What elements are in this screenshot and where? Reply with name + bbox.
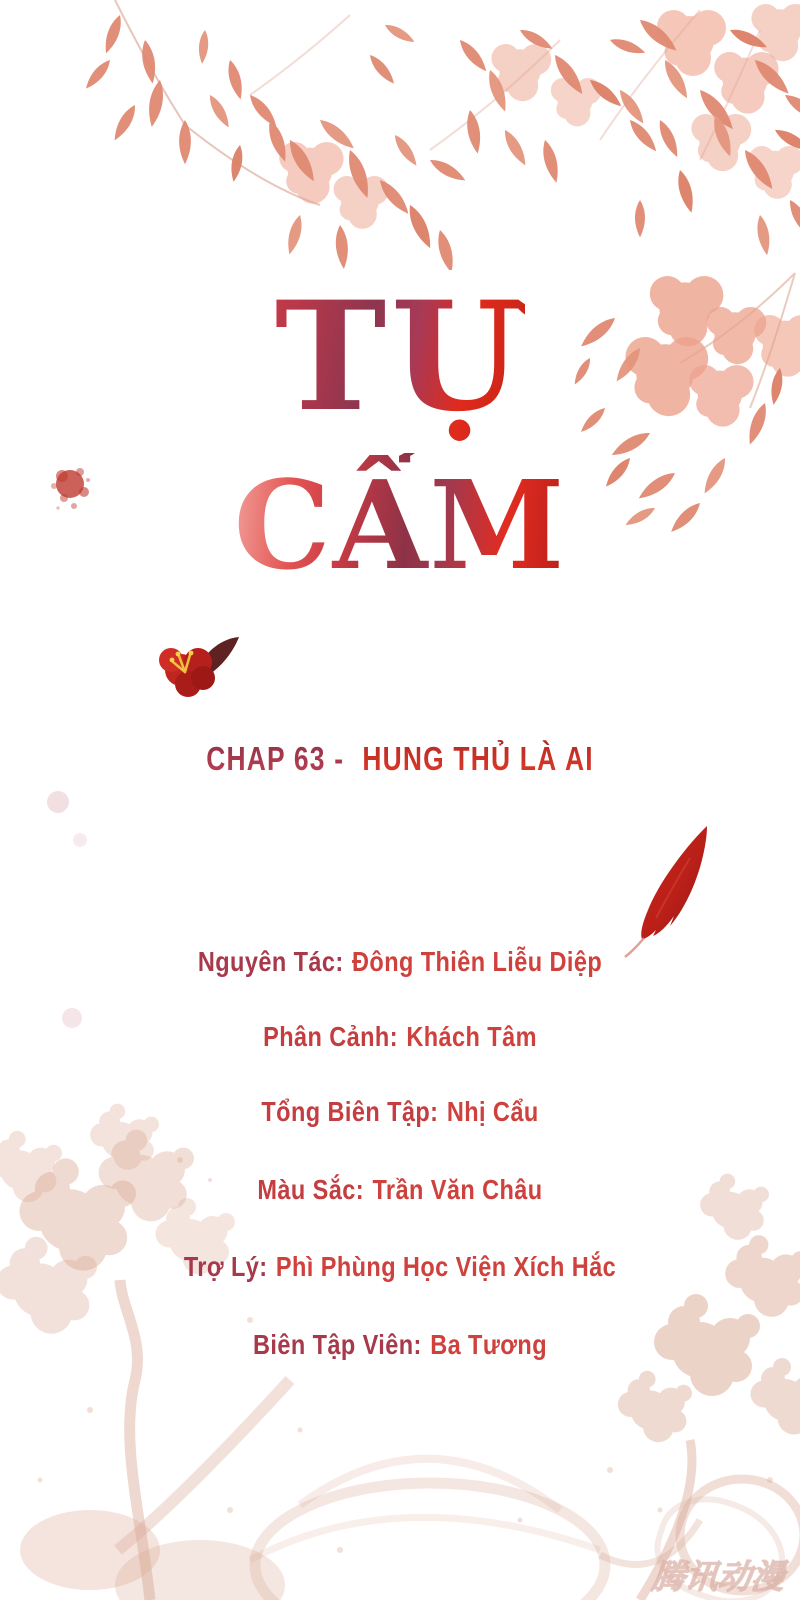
credit-editor xyxy=(64,1329,736,1361)
credit-name: Khách Tâm xyxy=(406,1021,537,1052)
red-flower-art xyxy=(143,622,243,707)
top-foliage-art xyxy=(0,0,800,270)
red-feather-art xyxy=(612,818,722,958)
credit-label: Biên Tập Viên: xyxy=(252,1329,422,1360)
credit-label: Tổng Biên Tập: xyxy=(261,1096,439,1127)
credit-label: Nguyên Tác: xyxy=(197,946,344,977)
publish-url: playerduo.com/kimmina xyxy=(286,1472,707,1511)
publish-label: ĐĂNG TẠI: xyxy=(93,1472,276,1511)
source-line xyxy=(32,1427,768,1466)
credit-name: Đông Thiên Liễu Diệp xyxy=(352,946,603,977)
chapter-name: HUNG THỦ LÀ AI xyxy=(362,740,594,777)
credit-label: Phân Cảnh: xyxy=(263,1021,398,1052)
credit-name: Nhị Cẩu xyxy=(446,1096,539,1127)
credit-original-author xyxy=(64,946,736,978)
chapter-number: CHAP 63 - xyxy=(206,740,345,777)
credit-label: Màu Sắc: xyxy=(257,1174,365,1205)
credit-name: Phì Phùng Học Viện Xích Hắc xyxy=(275,1251,617,1282)
tencent-watermark: 腾讯动漫 xyxy=(650,1558,786,1595)
series-title-line1 xyxy=(0,258,800,456)
source-label: NGUỒN: xyxy=(100,1427,242,1466)
credit-assistant xyxy=(64,1251,736,1283)
credit-chief-editor xyxy=(64,1096,736,1128)
series-title-line2 xyxy=(0,446,800,605)
chapter-heading xyxy=(80,740,720,778)
credit-storyboard xyxy=(64,1021,736,1053)
faint-petal-dots xyxy=(30,780,110,1040)
series-title-text-1: TỰ xyxy=(274,269,526,445)
credit-colorist xyxy=(64,1174,736,1206)
credit-label: Trợ Lý: xyxy=(183,1251,268,1282)
credit-name: Ba Tương xyxy=(430,1329,548,1360)
credit-name: Trần Văn Châu xyxy=(372,1174,543,1205)
source-url: facebook.com/kimmina97 xyxy=(252,1427,700,1466)
series-title-text-2: CẨM xyxy=(233,453,567,597)
publish-line xyxy=(32,1472,768,1511)
